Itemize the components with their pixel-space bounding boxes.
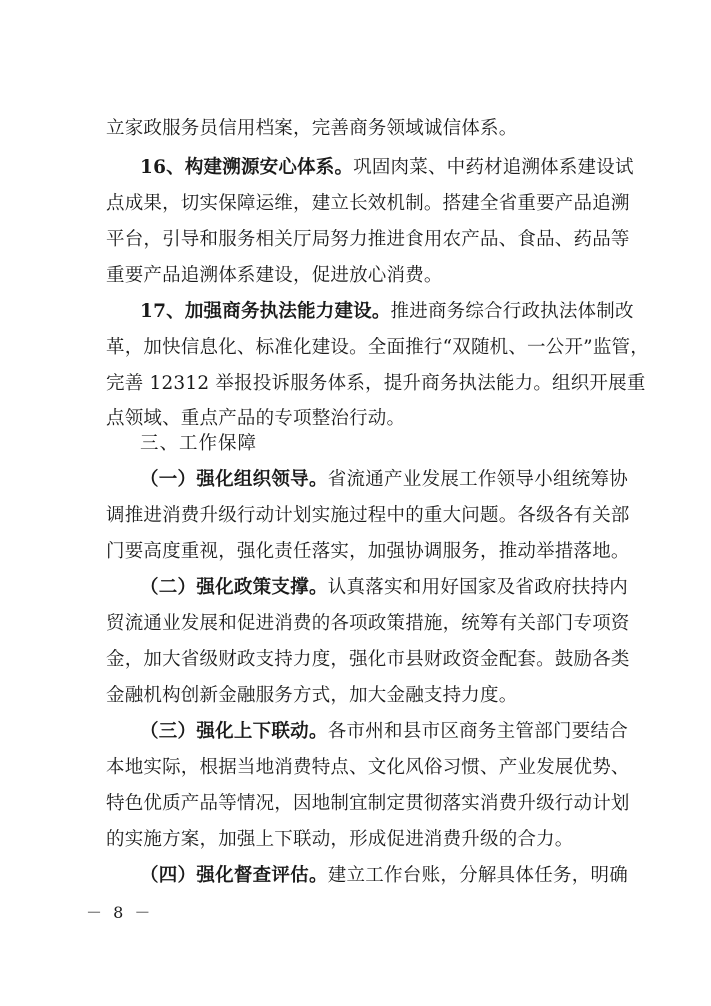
text-line: 门要高度重视，强化责任落实，加强协调服务，推动举措落地。 — [106, 541, 630, 562]
item-heading: （三）强化上下联动。 — [140, 721, 328, 742]
text-line: 17、加强商务执法能力建设。推进商务综合行政执法体制改 — [140, 301, 634, 322]
text-line: （一）强化组织领导。省流通产业发展工作领导小组统筹协 — [140, 469, 628, 490]
text-line: 平台，引导和服务相关厅局努力推进食用农产品、食品、药品等 — [106, 229, 630, 250]
text-line: 立家政服务员信用档案，完善商务领域诚信体系。 — [106, 118, 518, 139]
item-heading: 17、加强商务执法能力建设。 — [140, 301, 391, 322]
section-title: 三、工作保障 — [140, 433, 258, 454]
text-line: 本地实际，根据当地消费特点、文化风俗习惯、产业发展优势、 — [106, 757, 630, 778]
page-number: － 8 － — [86, 903, 154, 922]
item-heading: （四）强化督查评估。 — [140, 865, 328, 886]
text-line: 点领域、重点产品的专项整治行动。 — [106, 408, 406, 429]
text-line: （四）强化督查评估。建立工作台账，分解具体任务，明确 — [140, 865, 628, 886]
item-heading: （二）强化政策支撑。 — [140, 577, 328, 598]
text-line: 金，加大省级财政支持力度，强化市县财政资金配套。鼓励各类 — [106, 649, 630, 670]
item-heading: （一）强化组织领导。 — [140, 469, 328, 490]
text-line: 金融机构创新金融服务方式，加大金融支持力度。 — [106, 685, 518, 706]
text-line: 特色优质产品等情况，因地制宜制定贯彻落实消费升级行动计划 — [106, 793, 630, 814]
text-line: 贸流通业发展和促进消费的各项政策措施，统筹有关部门专项资 — [106, 613, 630, 634]
text-line: 16、构建溯源安心体系。巩固肉菜、中药材追溯体系建设试 — [140, 157, 634, 178]
text-line: 调推进消费升级行动计划实施过程中的重大问题。各级各有关部 — [106, 505, 630, 526]
text-line: 革，加快信息化、标准化建设。全面推行“双随机、一公开”监管， — [106, 337, 649, 358]
text-line: 完善 12312 举报投诉服务体系，提升商务执法能力。组织开展重 — [106, 373, 646, 394]
text-line: 重要产品追溯体系建设，促进放心消费。 — [106, 265, 443, 286]
item-heading: 16、构建溯源安心体系。 — [140, 157, 354, 178]
text-line: （二）强化政策支撑。认真落实和用好国家及省政府扶持内 — [140, 577, 628, 598]
text-line: 点成果，切实保障运维，建立长效机制。搭建全省重要产品追溯 — [106, 193, 630, 214]
text-line: 的实施方案，加强上下联动，形成促进消费升级的合力。 — [106, 829, 574, 850]
text-line: （三）强化上下联动。各市州和县市区商务主管部门要结合 — [140, 721, 628, 742]
